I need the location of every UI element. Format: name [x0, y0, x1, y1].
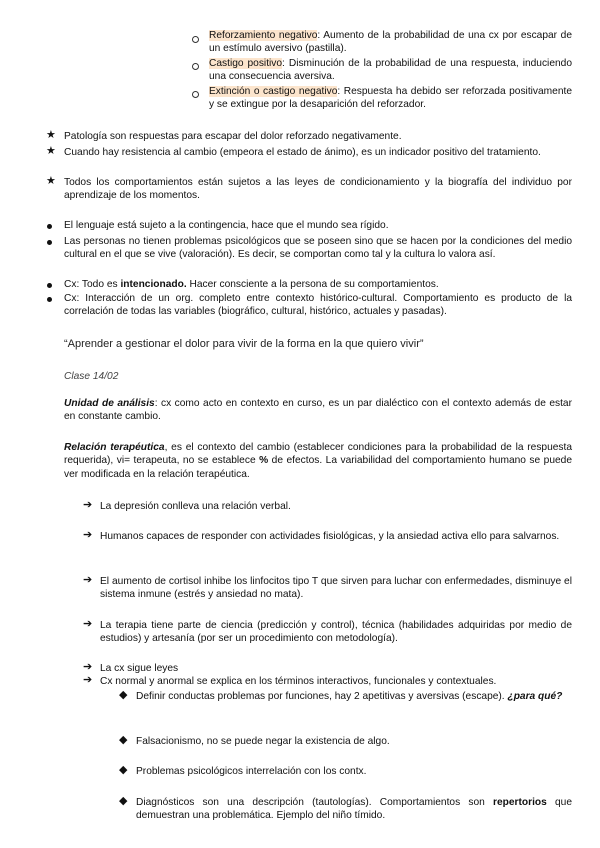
circle-bullet-icon	[192, 91, 199, 98]
arrow-bullet-icon: ➔	[83, 661, 93, 673]
arrow-bullet-icon: ➔	[83, 529, 93, 541]
dot-item-2: Las personas no tienen problemas psicológicos que se poseen sino que se hacen por la condiciones del medio cultural en el que se vive (valoración). Es decir, se comportan como tal y la cultura lo valora así.	[64, 236, 572, 261]
star-bullet-icon: ★	[46, 129, 56, 141]
dot-item-4: Cx: Interacción de un org. completo entre contexto histórico-cultural. Comportamiento es producto de la correlación de todas las variables (biográfico, cultural, histórico, actuales y pasadas).	[64, 293, 572, 318]
dot-bullet-icon	[47, 283, 52, 288]
diamond-bullet-icon: ◆	[119, 764, 128, 776]
sub-item-1: Reforzamiento negativo: Aumento de la probabilidad de una cx por escapar de un estímulo aversivo (pastilla).	[209, 30, 572, 55]
dot-item-1: El lenguaje está sujeto a la contingencia, hace que el mundo sea rígido.	[64, 220, 389, 231]
arrow-item-5: La cx sigue leyes	[100, 663, 179, 674]
diamond-item-4: Diagnósticos son una descripción (tautologías). Comportamientos son repertorios que demuestran una problemática. Ejemplo del niño tímido.	[136, 797, 572, 822]
diamond-item-2: Falsacionismo, no se puede negar la existencia de algo.	[136, 736, 390, 747]
unidad-term: Unidad de análisis	[64, 398, 155, 409]
term-highlight: Extinción o castigo negativo	[209, 86, 338, 97]
diamond-bullet-icon: ◆	[119, 734, 128, 746]
dot-bullet-icon	[47, 224, 52, 229]
arrow-bullet-icon: ➔	[83, 618, 93, 630]
star-item-3: Todos los comportamientos están sujetos a las leyes de condicionamiento y la biografía del individuo por aprendizaje de los momentos.	[64, 177, 572, 202]
arrow-item-2: Humanos capaces de responder con actividades fisiológicas, y la ansiedad activa ello para salvarnos.	[100, 531, 560, 542]
star-bullet-icon: ★	[46, 145, 56, 157]
circle-bullet-icon	[192, 63, 199, 70]
unidad-paragraph: Unidad de análisis: cx como acto en contexto en curso, es un par dialéctico con el contexto además de estar en constante cambio.	[64, 398, 572, 423]
arrow-item-3: El aumento de cortisol inhibe los linfocitos tipo T que sirven para luchar con enfermedades, disminuye el sistema inmune (estrés y ansiedad no mata).	[100, 576, 572, 601]
quote: “Aprender a gestionar el dolor para vivir de la forma en la que quiero vivir”	[64, 338, 424, 350]
star-item-2: Cuando hay resistencia al cambio (empeora el estado de ánimo), es un indicador positivo del tratamiento.	[64, 147, 541, 158]
arrow-bullet-icon: ➔	[83, 674, 93, 686]
dot-item-3: Cx: Todo es intencionado. Hacer consciente a la persona de su comportamientos.	[64, 279, 439, 290]
arrow-bullet-icon: ➔	[83, 499, 93, 511]
relacion-paragraph: Relación terapéutica, es el contexto del cambio (establecer condiciones para la probabilidad de la respuesta requerida), vi= terapeuta, no se establece % de efectos. La variabilidad del comportamiento humano se puede ver modificada en la relación terapéutica.	[64, 442, 573, 480]
circle-bullet-icon	[192, 36, 199, 43]
term-highlight: Reforzamiento negativo	[209, 30, 318, 41]
star-bullet-icon: ★	[46, 175, 56, 187]
class-label: Clase 14/02	[64, 371, 119, 382]
arrow-item-1: La depresión conlleva una relación verbal.	[100, 501, 291, 512]
term-highlight: Castigo positivo	[209, 58, 283, 69]
star-item-1: Patología son respuestas para escapar del dolor reforzado negativamente.	[64, 131, 402, 142]
diamond-item-1: Definir conductas problemas por funciones, hay 2 apetitivas y aversivas (escape). ¿para qué?	[136, 691, 563, 702]
arrow-item-6: Cx normal y anormal se explica en los términos interactivos, funcionales y contextuales.	[100, 676, 497, 687]
diamond-bullet-icon: ◆	[119, 795, 128, 807]
sub-item-2: Castigo positivo: Disminución de la probabilidad de una respuesta, induciendo una consecuencia aversiva.	[209, 58, 572, 83]
sub-item-3: Extinción o castigo negativo: Respuesta ha debido ser reforzada positivamente y se extingue por la desaparición del reforzador.	[209, 86, 572, 111]
arrow-item-4: La terapia tiene parte de ciencia (predicción y control), técnica (habilidades adquiridas por medio de estudios) y artesanía (por ser un procedimiento con metodología).	[100, 620, 572, 645]
diamond-bullet-icon: ◆	[119, 689, 128, 701]
dot-bullet-icon	[47, 240, 52, 245]
relacion-term: Relación terapéutica	[64, 442, 165, 453]
arrow-bullet-icon: ➔	[83, 574, 93, 586]
dot-bullet-icon	[47, 297, 52, 302]
diamond-item-3: Problemas psicológicos interrelación con los contx.	[136, 766, 367, 777]
